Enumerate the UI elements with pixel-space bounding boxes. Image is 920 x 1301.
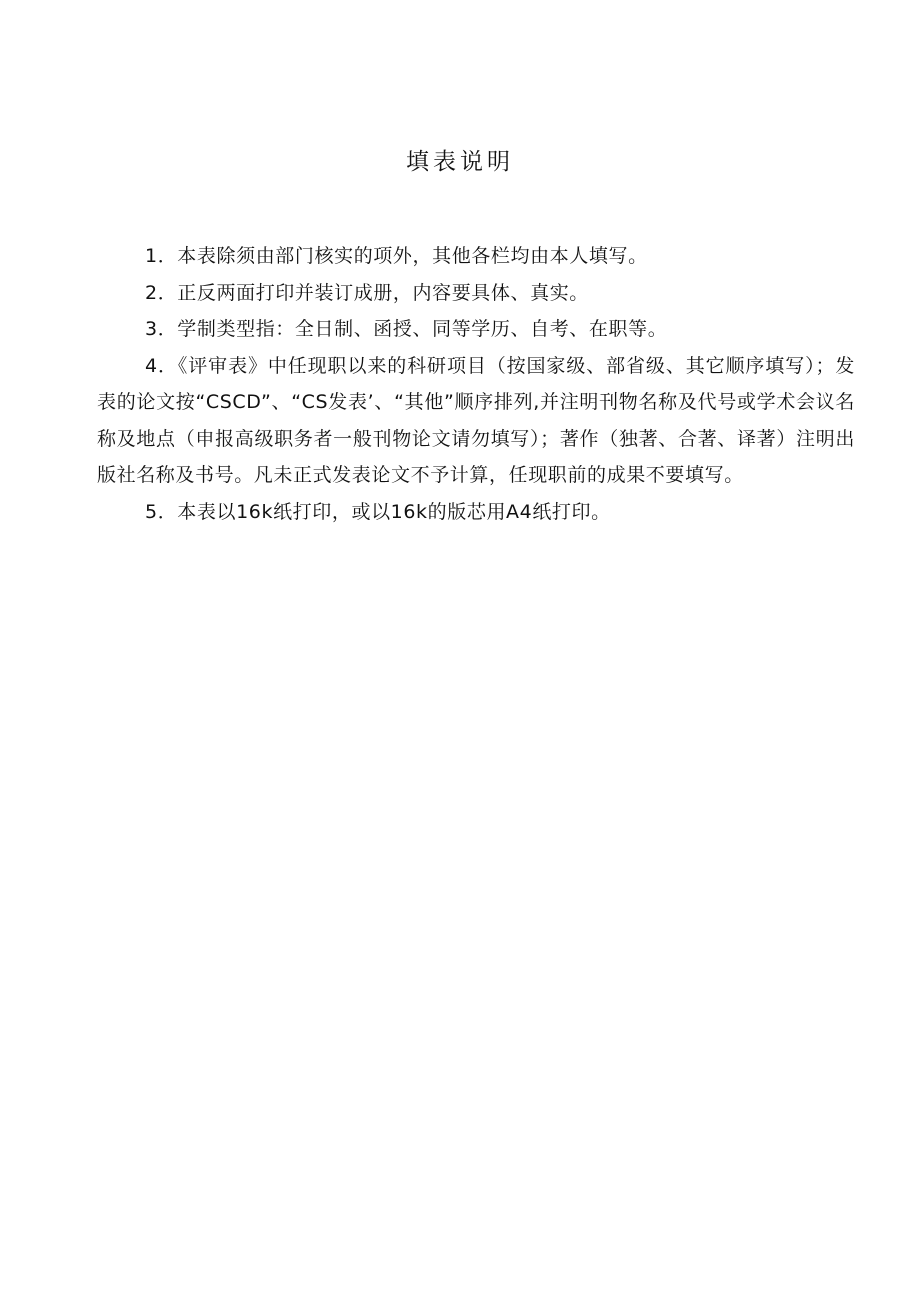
page-title: 填表说明 xyxy=(406,149,514,175)
instruction-item-4: 4．《评审表》中任现职以来的科研项目（按国家级、部省级、其它顺序填写）；发表的论文按“CSCD”、“CS发表’、“其他”顺序排列,并注明刊物名称及代号或学术会议名称及地点（申报高级职务者一般刊物论文请勿填写）；著作（独著、合著、译著）注明出版社名称及书号。凡未正式发表论文不予计算，任现职前的成果不要填写。 xyxy=(97,354,855,486)
instruction-item-1: 1．本表除须由部门核实的项外，其他各栏均由本人填写。 xyxy=(145,245,648,267)
instruction-item-2: 2．正反两面打印并装订成册，内容要具体、真实。 xyxy=(145,281,589,304)
instruction-item-5: 5．本表以16k纸打印，或以16k的版芯用A4纸打印。 xyxy=(145,500,611,523)
instruction-item-3: 3．学制类型指：全日制、函授、同等学历、自考、在职等。 xyxy=(145,318,668,340)
instructions-list xyxy=(97,238,855,530)
